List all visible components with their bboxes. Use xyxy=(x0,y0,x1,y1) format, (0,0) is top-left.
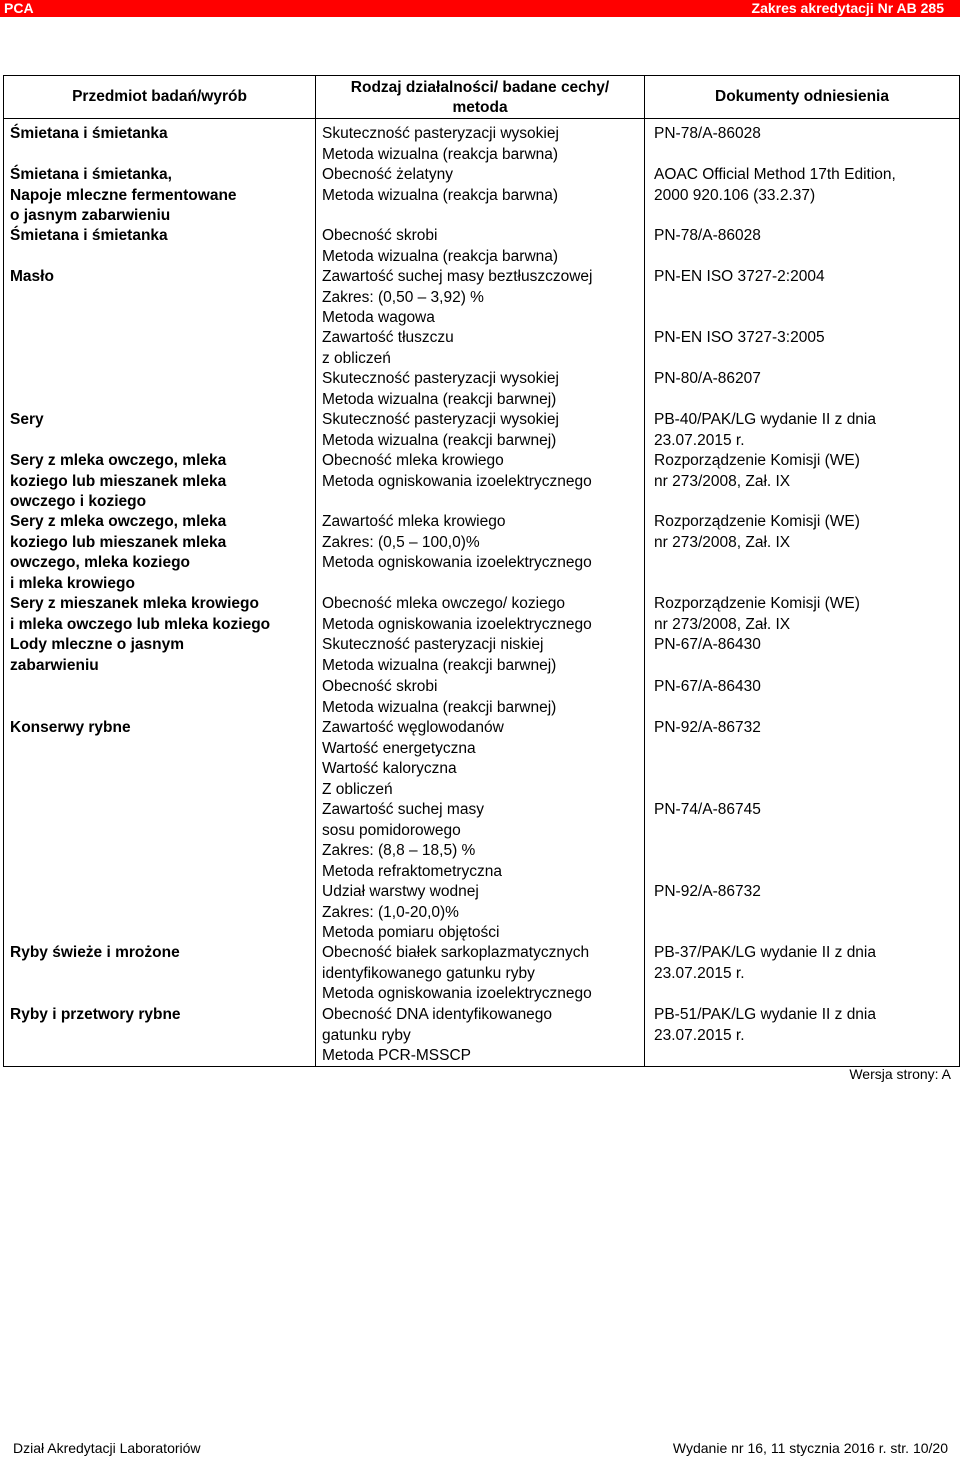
col1-cell: Śmietana i śmietanka, Napoje mleczne fermentowane o jasnym zabarwieniu xyxy=(10,166,237,224)
col2-cell: Obecność białek sarkoplazmatycznych identyfikowanego gatunku ryby Metoda ogniskowania izoelektrycznego xyxy=(322,944,592,1002)
col3-cell: PN-67/A-86430 xyxy=(654,678,761,695)
header-right: Zakres akredytacji Nr AB 285 xyxy=(751,0,944,16)
col2-cell: Zawartość mleka krowiego Zakres: (0,5 ‒ 100,0)% Metoda ogniskowania izoelektrycznego xyxy=(322,513,592,571)
col2-cell: Zawartość suchej masy sosu pomidorowego Zakres: (8,8 ‒ 18,5) % Metoda refraktometryczna xyxy=(322,801,503,880)
col3-cell: Rozporządzenie Komisji (WE) nr 273/2008, Zał. IX xyxy=(654,595,860,633)
col3-cell: PN-74/A-86745 xyxy=(654,801,761,818)
col3-cell: PN-EN ISO 3727-3:2005 xyxy=(654,329,825,346)
footer-right: Wydanie nr 16, 11 stycznia 2016 r. str. 10/20 xyxy=(672,1440,948,1456)
col3-cell: PN-78/A-86028 xyxy=(654,227,761,244)
col2-cell: Obecność DNA identyfikowanego gatunku ryby Metoda PCR-MSSCP xyxy=(322,1006,553,1064)
accreditation-table xyxy=(3,75,960,1067)
col3-cell: AOAC Official Method 17th Edition, 2000 920.106 (33.2.37) xyxy=(654,166,896,204)
column-divider xyxy=(315,76,316,1066)
col2-cell: Zawartość węglowodanów Wartość energetyczna Wartość kaloryczna Z obliczeń xyxy=(322,719,504,798)
header-left: PCA xyxy=(4,0,34,16)
footer-left: Dział Akredytacji Laboratoriów xyxy=(13,1440,201,1456)
col3-cell: PB-37/PAK/LG wydanie II z dnia 23.07.2015 r. xyxy=(654,944,876,982)
col1-header: Przedmiot badań/wyrób xyxy=(72,88,247,105)
col3-cell: Rozporządzenie Komisji (WE) nr 273/2008, Zał. IX xyxy=(654,452,860,490)
col2-cell: Skuteczność pasteryzacji wysokiej Metoda wizualna (reakcja barwna) xyxy=(322,125,559,163)
col2-cell: Skuteczność pasteryzacji wysokiej Metoda wizualna (reakcji barwnej) xyxy=(322,370,559,408)
col1-cell: Sery z mleka owczego, mleka koziego lub mieszanek mleka owczego, mleka koziego i mleka krowiego xyxy=(10,513,227,592)
col3-cell: PN-78/A-86028 xyxy=(654,125,761,142)
col3-cell: PN-80/A-86207 xyxy=(654,370,761,387)
col1-cell: Ryby świeże i mrożone xyxy=(10,944,180,961)
col2-cell: Obecność żelatyny Metoda wizualna (reakcja barwna) xyxy=(322,166,559,204)
col3-header: Dokumenty odniesienia xyxy=(715,88,889,105)
col3-cell: PN-92/A-86732 xyxy=(654,719,761,736)
col1-cell: Sery xyxy=(10,411,44,428)
col2-cell: Obecność skrobi Metoda wizualna (reakcja barwna) xyxy=(322,227,559,265)
col2-header: Rodzaj działalności/ badane cechy/ metoda xyxy=(350,79,610,116)
col1-cell: Lody mleczne o jasnym zabarwieniu xyxy=(10,636,184,674)
col1-cell: Masło xyxy=(10,268,54,285)
col2-cell: Zawartość suchej masy beztłuszczowej Zakres: (0,50 ‒ 3,92) % Metoda wagowa xyxy=(322,268,593,326)
col1-cell: Ryby i przetwory rybne xyxy=(10,1006,181,1023)
col3-cell: PN-92/A-86732 xyxy=(654,883,761,900)
col3-cell: PB-40/PAK/LG wydanie II z dnia 23.07.2015 r. xyxy=(654,411,876,449)
col2-cell: Obecność mleka krowiego Metoda ogniskowania izoelektrycznego xyxy=(322,452,592,490)
col2-cell: Obecność mleka owczego/ koziego Metoda ogniskowania izoelektrycznego xyxy=(322,595,592,633)
page-version: Wersja strony: A xyxy=(849,1066,951,1082)
header-divider xyxy=(4,118,959,119)
col2-cell: Zawartość tłuszczu z obliczeń xyxy=(322,329,454,367)
col1-cell: Śmietana i śmietanka xyxy=(10,125,168,142)
col2-cell: Skuteczność pasteryzacji wysokiej Metoda wizualna (reakcji barwnej) xyxy=(322,411,559,449)
col1-cell: Sery z mleka owczego, mleka koziego lub mieszanek mleka owczego i koziego xyxy=(10,452,227,510)
col2-cell: Skuteczność pasteryzacji niskiej Metoda wizualna (reakcji barwnej) xyxy=(322,636,557,674)
col1-cell: Śmietana i śmietanka xyxy=(10,227,168,244)
column-divider xyxy=(644,76,645,1066)
col1-cell: Konserwy rybne xyxy=(10,719,131,736)
col2-cell: Obecność skrobi Metoda wizualna (reakcji barwnej) xyxy=(322,678,557,716)
col3-cell: PN-EN ISO 3727-2:2004 xyxy=(654,268,825,285)
header-bar xyxy=(0,0,960,17)
col1-cell: Sery z mieszanek mleka krowiego i mleka owczego lub mleka koziego xyxy=(10,595,271,633)
col2-cell: Udział warstwy wodnej Zakres: (1,0-20,0)% Metoda pomiaru objętości xyxy=(322,883,500,941)
col3-cell: PN-67/A-86430 xyxy=(654,636,761,653)
col3-cell: Rozporządzenie Komisji (WE) nr 273/2008, Zał. IX xyxy=(654,513,860,551)
col3-cell: PB-51/PAK/LG wydanie II z dnia 23.07.2015 r. xyxy=(654,1006,876,1044)
